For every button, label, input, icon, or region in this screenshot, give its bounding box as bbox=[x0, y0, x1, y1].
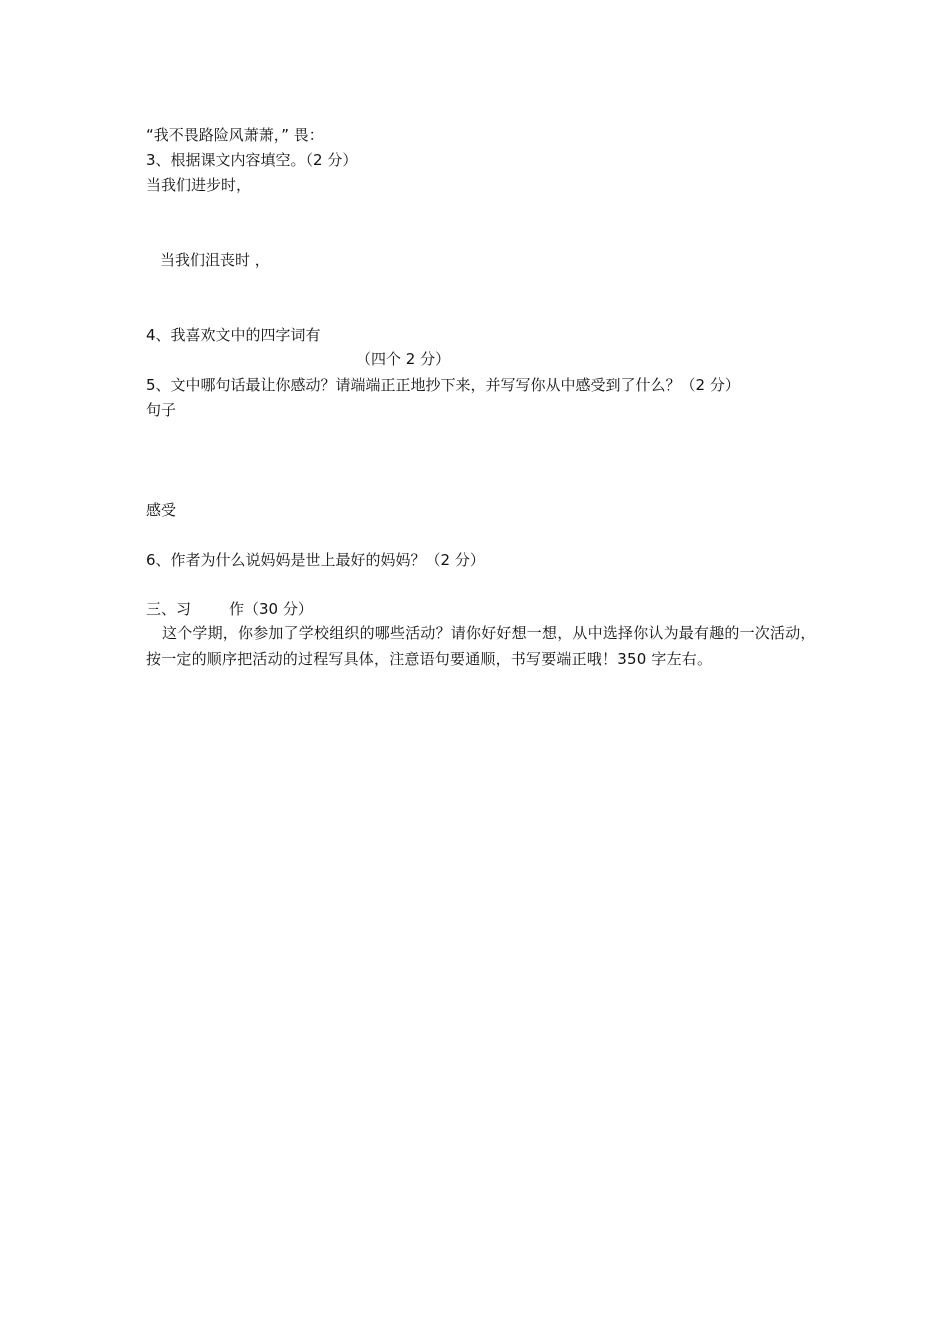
sentence-label: 句子 bbox=[146, 401, 177, 419]
question-4: 4、我喜欢文中的四字词有 bbox=[146, 326, 321, 344]
question-3: 3、根据课文内容填空。（2 分） bbox=[146, 151, 358, 169]
question-5: 5、文中哪句话最让你感动？请端端正正地抄下来，并写写你从中感受到了什么？（2 分） bbox=[146, 376, 740, 394]
question-6: 6、作者为什么说妈妈是世上最好的妈妈？（2 分） bbox=[146, 551, 485, 569]
quote-line: “我不畏路险风萧萧，” 畏： bbox=[146, 126, 324, 144]
question-4-score: （四个 2 分） bbox=[356, 350, 451, 368]
section-3-title: 作（30 分） bbox=[229, 600, 313, 618]
progress-line: 当我们进步时， bbox=[146, 176, 252, 194]
section-3-heading bbox=[146, 598, 313, 620]
composition-prompt: 这个学期，你参加了学校组织的哪些活动？请你好好想一想，从中选择你认为最有趣的一次活动，按一定的顺序把活动的过程写具体，注意语句要通顺，书写要端正哦！350 字左右。 bbox=[146, 624, 816, 668]
section-3-number: 三、习 bbox=[146, 600, 192, 618]
feeling-label: 感受 bbox=[146, 501, 177, 519]
frustrated-line: 当我们沮丧时 ， bbox=[160, 251, 270, 269]
